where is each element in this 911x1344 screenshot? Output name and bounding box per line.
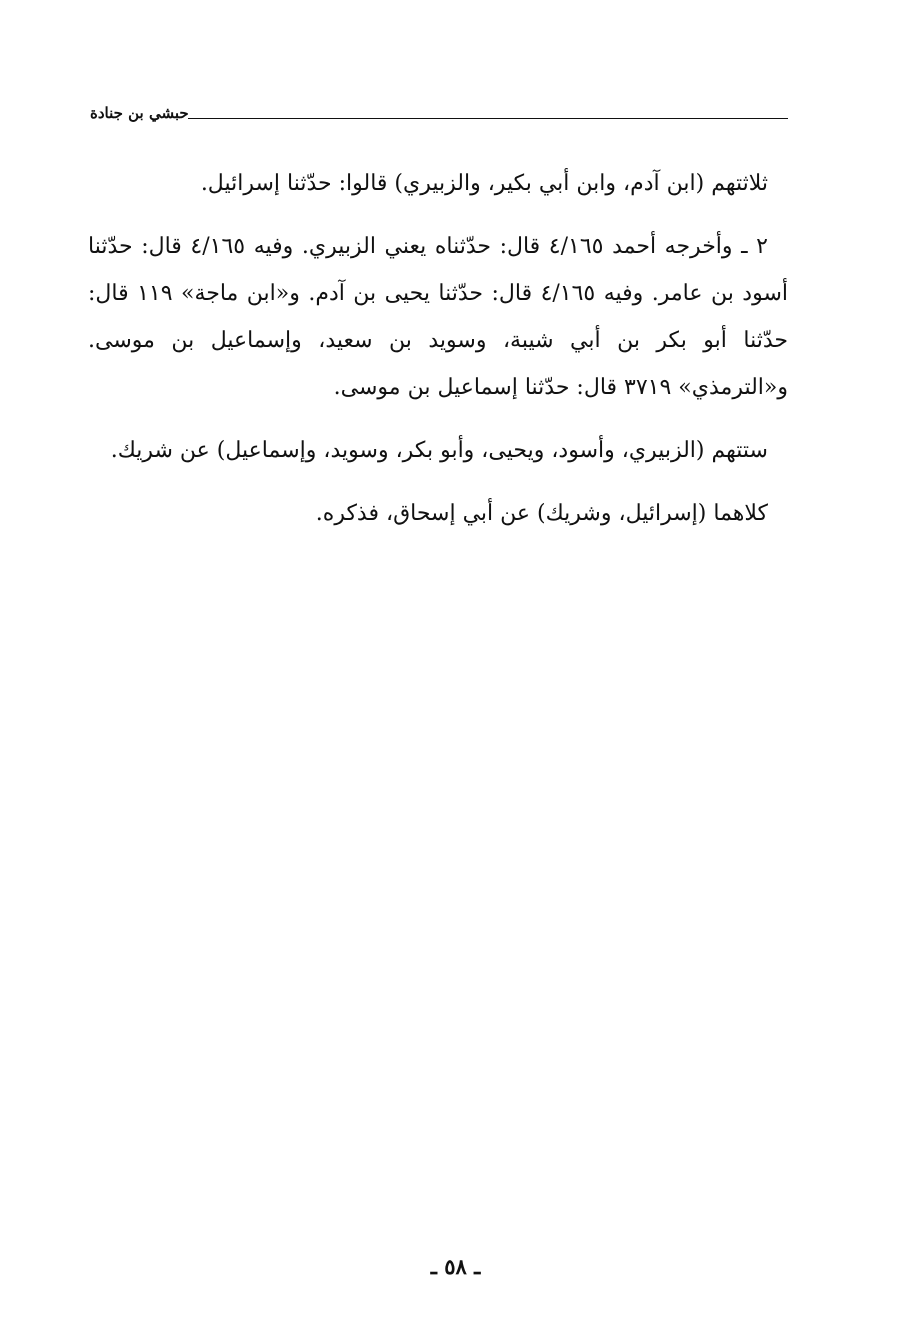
paragraph-4 xyxy=(88,490,788,537)
page-number: ـ ٥٨ ـ xyxy=(430,1254,481,1279)
paragraph-text: ٢ ـ وأخرجه أحمد ٤/١٦٥ قال: حدّثناه يعني الزبيري. وفيه ٤/١٦٥ قال: حدّثنا أسود بن عامر. وفيه ٤/١٦٥ قال: حدّثنا يحيى بن آدم. و«ابن ماجة» ١١٩ قال: حدّثنا أبو بكر بن أبي شيبة، وسويد بن سعيد، وإسماعيل بن موسى. و«الترمذي» ٣٧١٩ قال: حدّثنا إسماعيل بن موسى. xyxy=(88,234,788,400)
running-header xyxy=(90,100,788,130)
paragraph-3 xyxy=(88,427,788,474)
paragraph-1 xyxy=(88,160,788,207)
paragraph-2 xyxy=(88,223,788,411)
paragraph-text: ستتهم (الزبيري، وأسود، ويحيى، وأبو بكر، وسويد، وإسماعيل) عن شريك. xyxy=(110,438,768,463)
main-text xyxy=(88,160,788,553)
header-title: حبشي بن جنادة xyxy=(90,104,189,122)
header-rule xyxy=(188,118,788,119)
paragraph-text: ثلاثتهم (ابن آدم، وابن أبي بكير، والزبيري) قالوا: حدّثنا إسرائيل. xyxy=(200,171,768,196)
paragraph-text: كلاهما (إسرائيل، وشريك) عن أبي إسحاق، فذكره. xyxy=(315,501,768,526)
